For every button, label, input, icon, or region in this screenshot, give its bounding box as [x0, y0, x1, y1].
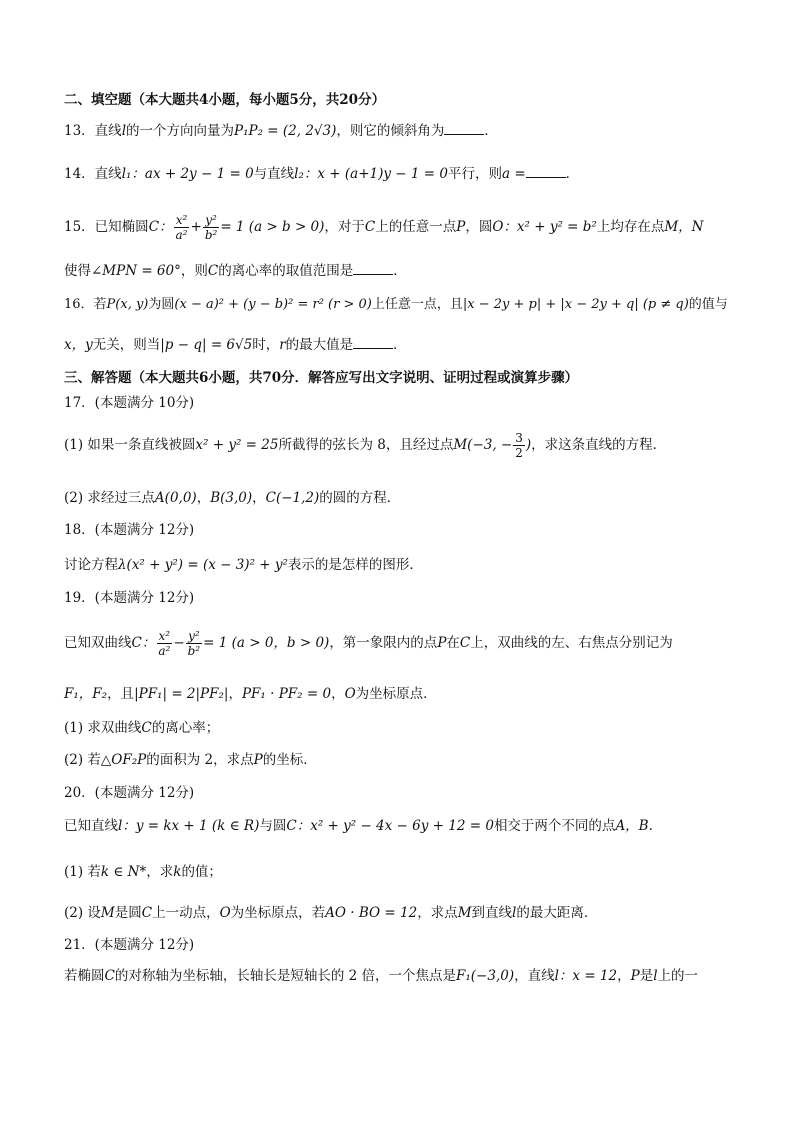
math: P: [253, 752, 263, 768]
text: 的离心率的取值范围是: [218, 263, 354, 279]
math: |x − 2y + p| + |x − 2y + q| (p ≠ q): [462, 297, 689, 312]
text: 的对称轴为坐标轴，长轴长是短轴长的 2 倍，一个焦点是: [114, 968, 457, 984]
math: P: [630, 968, 640, 984]
text: (1) 若: [64, 864, 101, 880]
math: C(−1,2): [265, 490, 320, 506]
operator: −: [173, 635, 185, 651]
text: 14．直线: [64, 166, 122, 182]
math: A，B: [615, 818, 649, 834]
text: ，: [331, 686, 345, 702]
text: ．: [393, 337, 407, 353]
text: ，且: [107, 686, 135, 702]
text: ，: [196, 490, 211, 506]
text: ，直线: [514, 968, 555, 984]
math: l：x = 12: [554, 968, 618, 984]
question-19-part2: [64, 750, 734, 770]
answer-blank: [444, 122, 484, 135]
text: 平行，则: [447, 166, 502, 182]
math: λ(x² + y²) = (x − 3)² + y²: [118, 557, 288, 573]
fraction: [513, 431, 525, 460]
math: (x − a)² + (y − b)² = r² (r > 0): [174, 297, 372, 312]
fraction: [203, 213, 220, 242]
text: ，: [228, 686, 242, 702]
text: 是圆: [114, 905, 142, 921]
math: l₂：x + (a+1)y − 1 = 0: [294, 166, 448, 182]
text: 上任意一点，且: [371, 297, 463, 312]
math: x² + y² = 25: [195, 437, 279, 453]
text: 15．已知椭圆: [64, 219, 149, 235]
text: 到直线: [471, 905, 513, 921]
math: F₁(−3,0): [456, 968, 515, 984]
math: |p − q| = 6√5: [160, 337, 253, 353]
math: = 1 (a > 0，b > 0): [203, 635, 330, 651]
fraction: [156, 629, 172, 658]
math: r: [279, 337, 286, 353]
math: |PF₁| = 2|PF₂|: [134, 686, 229, 702]
text: ．: [565, 166, 580, 182]
text: ，求这条直线的方程．: [531, 437, 667, 453]
math: ∠MPN = 60°: [91, 263, 181, 279]
section-heading-answer: 三、解答题（本大题共6小题，共70分．解答应写出文字说明、证明过程或演算步骤）: [64, 370, 579, 386]
math: l: [512, 905, 517, 921]
math: = 1 (a > b > 0): [220, 219, 325, 235]
math: C: [104, 968, 115, 984]
question-20: [64, 816, 734, 836]
math: PF₁ · PF₂ = 0: [241, 686, 332, 702]
math: M: [100, 905, 115, 921]
answer-blank: [353, 336, 393, 349]
math: C: [364, 219, 376, 235]
math: C：: [148, 219, 173, 235]
text: (1) 求双曲线: [64, 720, 142, 736]
text: (1) 如果一条直线被圆: [64, 437, 196, 453]
text: ，求: [146, 864, 174, 880]
text: 为坐标原点，若: [230, 905, 326, 921]
numerator: x²: [175, 213, 188, 227]
text: ．: [484, 123, 498, 139]
text: 上一动点，: [152, 905, 220, 921]
text: 的最大值是: [285, 337, 354, 353]
question-18: [64, 555, 734, 575]
text: 所截得的弦长为 8，且经过点: [278, 437, 454, 453]
text: 已知直线: [64, 818, 118, 834]
denominator: b²: [204, 228, 218, 242]
math: l：y = kx + 1 (k ∈ R): [118, 818, 260, 834]
question-13: [64, 121, 734, 141]
question-15-cont: [64, 261, 734, 281]
math: C: [207, 263, 219, 279]
text: 相交于两个不同的点: [493, 818, 616, 834]
text: 上的任意一点: [375, 219, 457, 235]
math: P₁P₂ = (2, 2√3): [234, 123, 337, 139]
text: 16．若: [64, 297, 107, 312]
text: 的面积为 2，求点: [146, 752, 254, 768]
question-19-cont: [64, 684, 734, 704]
text: ．: [648, 818, 663, 834]
text: 的值；: [181, 864, 222, 880]
math: △OF₂P: [100, 752, 147, 768]
question-21: [64, 966, 734, 986]
text: 在: [446, 635, 460, 651]
text: 与圆: [259, 818, 287, 834]
math: C: [459, 635, 471, 651]
question-16: [64, 295, 734, 315]
text: 讨论方程: [64, 557, 118, 573]
text: ，则它的倾斜角为: [336, 123, 445, 139]
math: P(x, y): [106, 297, 149, 312]
denominator: a²: [158, 644, 171, 658]
text: (2) 求经过三点: [64, 490, 155, 506]
text: 的坐标．: [262, 752, 317, 768]
text: 上的一: [657, 968, 699, 984]
text: 使得: [64, 263, 91, 279]
question-21-header: 21．(本题满分 12分): [64, 937, 195, 953]
math: P: [437, 635, 447, 651]
question-17-part2: [64, 488, 734, 508]
question-17-part1: [64, 430, 734, 460]
math: x，y: [64, 337, 93, 353]
text: ，: [252, 490, 266, 506]
math: M: [453, 437, 468, 453]
math: AO · BO = 12: [325, 905, 418, 921]
text: 的离心率；: [151, 720, 220, 736]
text: 的一个方向向量为: [126, 123, 235, 139]
math: a =: [501, 166, 526, 182]
question-20-header: 20．(本题满分 12分): [64, 785, 195, 801]
math: B(3,0): [210, 490, 253, 506]
fraction: [186, 629, 203, 658]
math: (−3, −: [467, 437, 513, 453]
question-18-header: 18．(本题满分 12分): [64, 522, 195, 538]
math: F₁，F₂: [64, 686, 108, 702]
math: C: [141, 720, 152, 736]
text: 若椭圆: [64, 968, 105, 984]
text: ，: [617, 968, 631, 984]
section-heading-fill-in: 二、填空题（本大题共4小题，每小题5分，共20分）: [64, 92, 386, 108]
text: 为坐标原点．: [355, 686, 437, 702]
text: 为圆: [148, 297, 175, 312]
math: O: [219, 905, 231, 921]
question-19: [64, 628, 734, 658]
question-17-header: 17．(本题满分 10分): [64, 395, 195, 411]
numerator: y²: [205, 213, 217, 227]
numerator: 3: [515, 431, 523, 445]
question-14: [64, 164, 734, 184]
numerator: x²: [158, 629, 171, 643]
math: A(0,0): [154, 490, 197, 506]
math: P: [456, 219, 466, 235]
text: 无关，则当: [92, 337, 161, 353]
math: k: [173, 864, 182, 880]
answer-blank: [526, 165, 566, 178]
math: l₁：ax + 2y − 1 = 0: [121, 166, 254, 182]
text: 表示的是怎样的图形．: [287, 557, 423, 573]
text: 已知双曲线: [64, 635, 132, 651]
text: 的值与: [688, 297, 728, 312]
math: M，N: [664, 219, 704, 235]
math: O: [344, 686, 356, 702]
math: C：: [131, 635, 156, 651]
text: 上，双曲线的左、右焦点分别记为: [470, 635, 673, 651]
text: 13．直线: [64, 123, 122, 139]
denominator: b²: [187, 644, 201, 658]
text: ，求点: [417, 905, 458, 921]
text: ，第一象限内的点: [329, 635, 438, 651]
text: (2) 若: [64, 752, 101, 768]
text: ，则: [180, 263, 208, 279]
denominator: a²: [175, 228, 188, 242]
text: ，圆: [465, 219, 493, 235]
question-19-part1: [64, 718, 734, 738]
question-19-header: 19．(本题满分 12分): [64, 590, 195, 606]
math: C：x² + y² − 4x − 6y + 12 = 0: [286, 818, 494, 834]
question-16-cont: [64, 335, 734, 355]
denominator: 2: [515, 446, 523, 460]
operator: +: [190, 219, 202, 235]
text: ．: [393, 263, 407, 279]
math: k ∈ N*: [100, 864, 147, 880]
numerator: y²: [188, 629, 200, 643]
text: 是: [639, 968, 654, 984]
question-15: [64, 212, 734, 242]
math: ): [525, 437, 532, 453]
question-20-part1: [64, 862, 734, 882]
math: C: [141, 905, 153, 921]
fraction: [174, 213, 190, 242]
text: 的圆的方程．: [319, 490, 401, 506]
text: 的最大距离．: [516, 905, 598, 921]
math: l: [121, 123, 127, 139]
text: 时，: [252, 337, 280, 353]
answer-blank: [353, 262, 393, 275]
text: 上均存在点: [596, 219, 665, 235]
text: 与直线: [253, 166, 295, 182]
math: M: [457, 905, 472, 921]
math: O：x² + y² = b²: [492, 219, 597, 235]
math: l: [653, 968, 658, 984]
question-20-part2: [64, 903, 734, 923]
text: (2) 设: [64, 905, 101, 921]
text: ，对于: [324, 219, 365, 235]
